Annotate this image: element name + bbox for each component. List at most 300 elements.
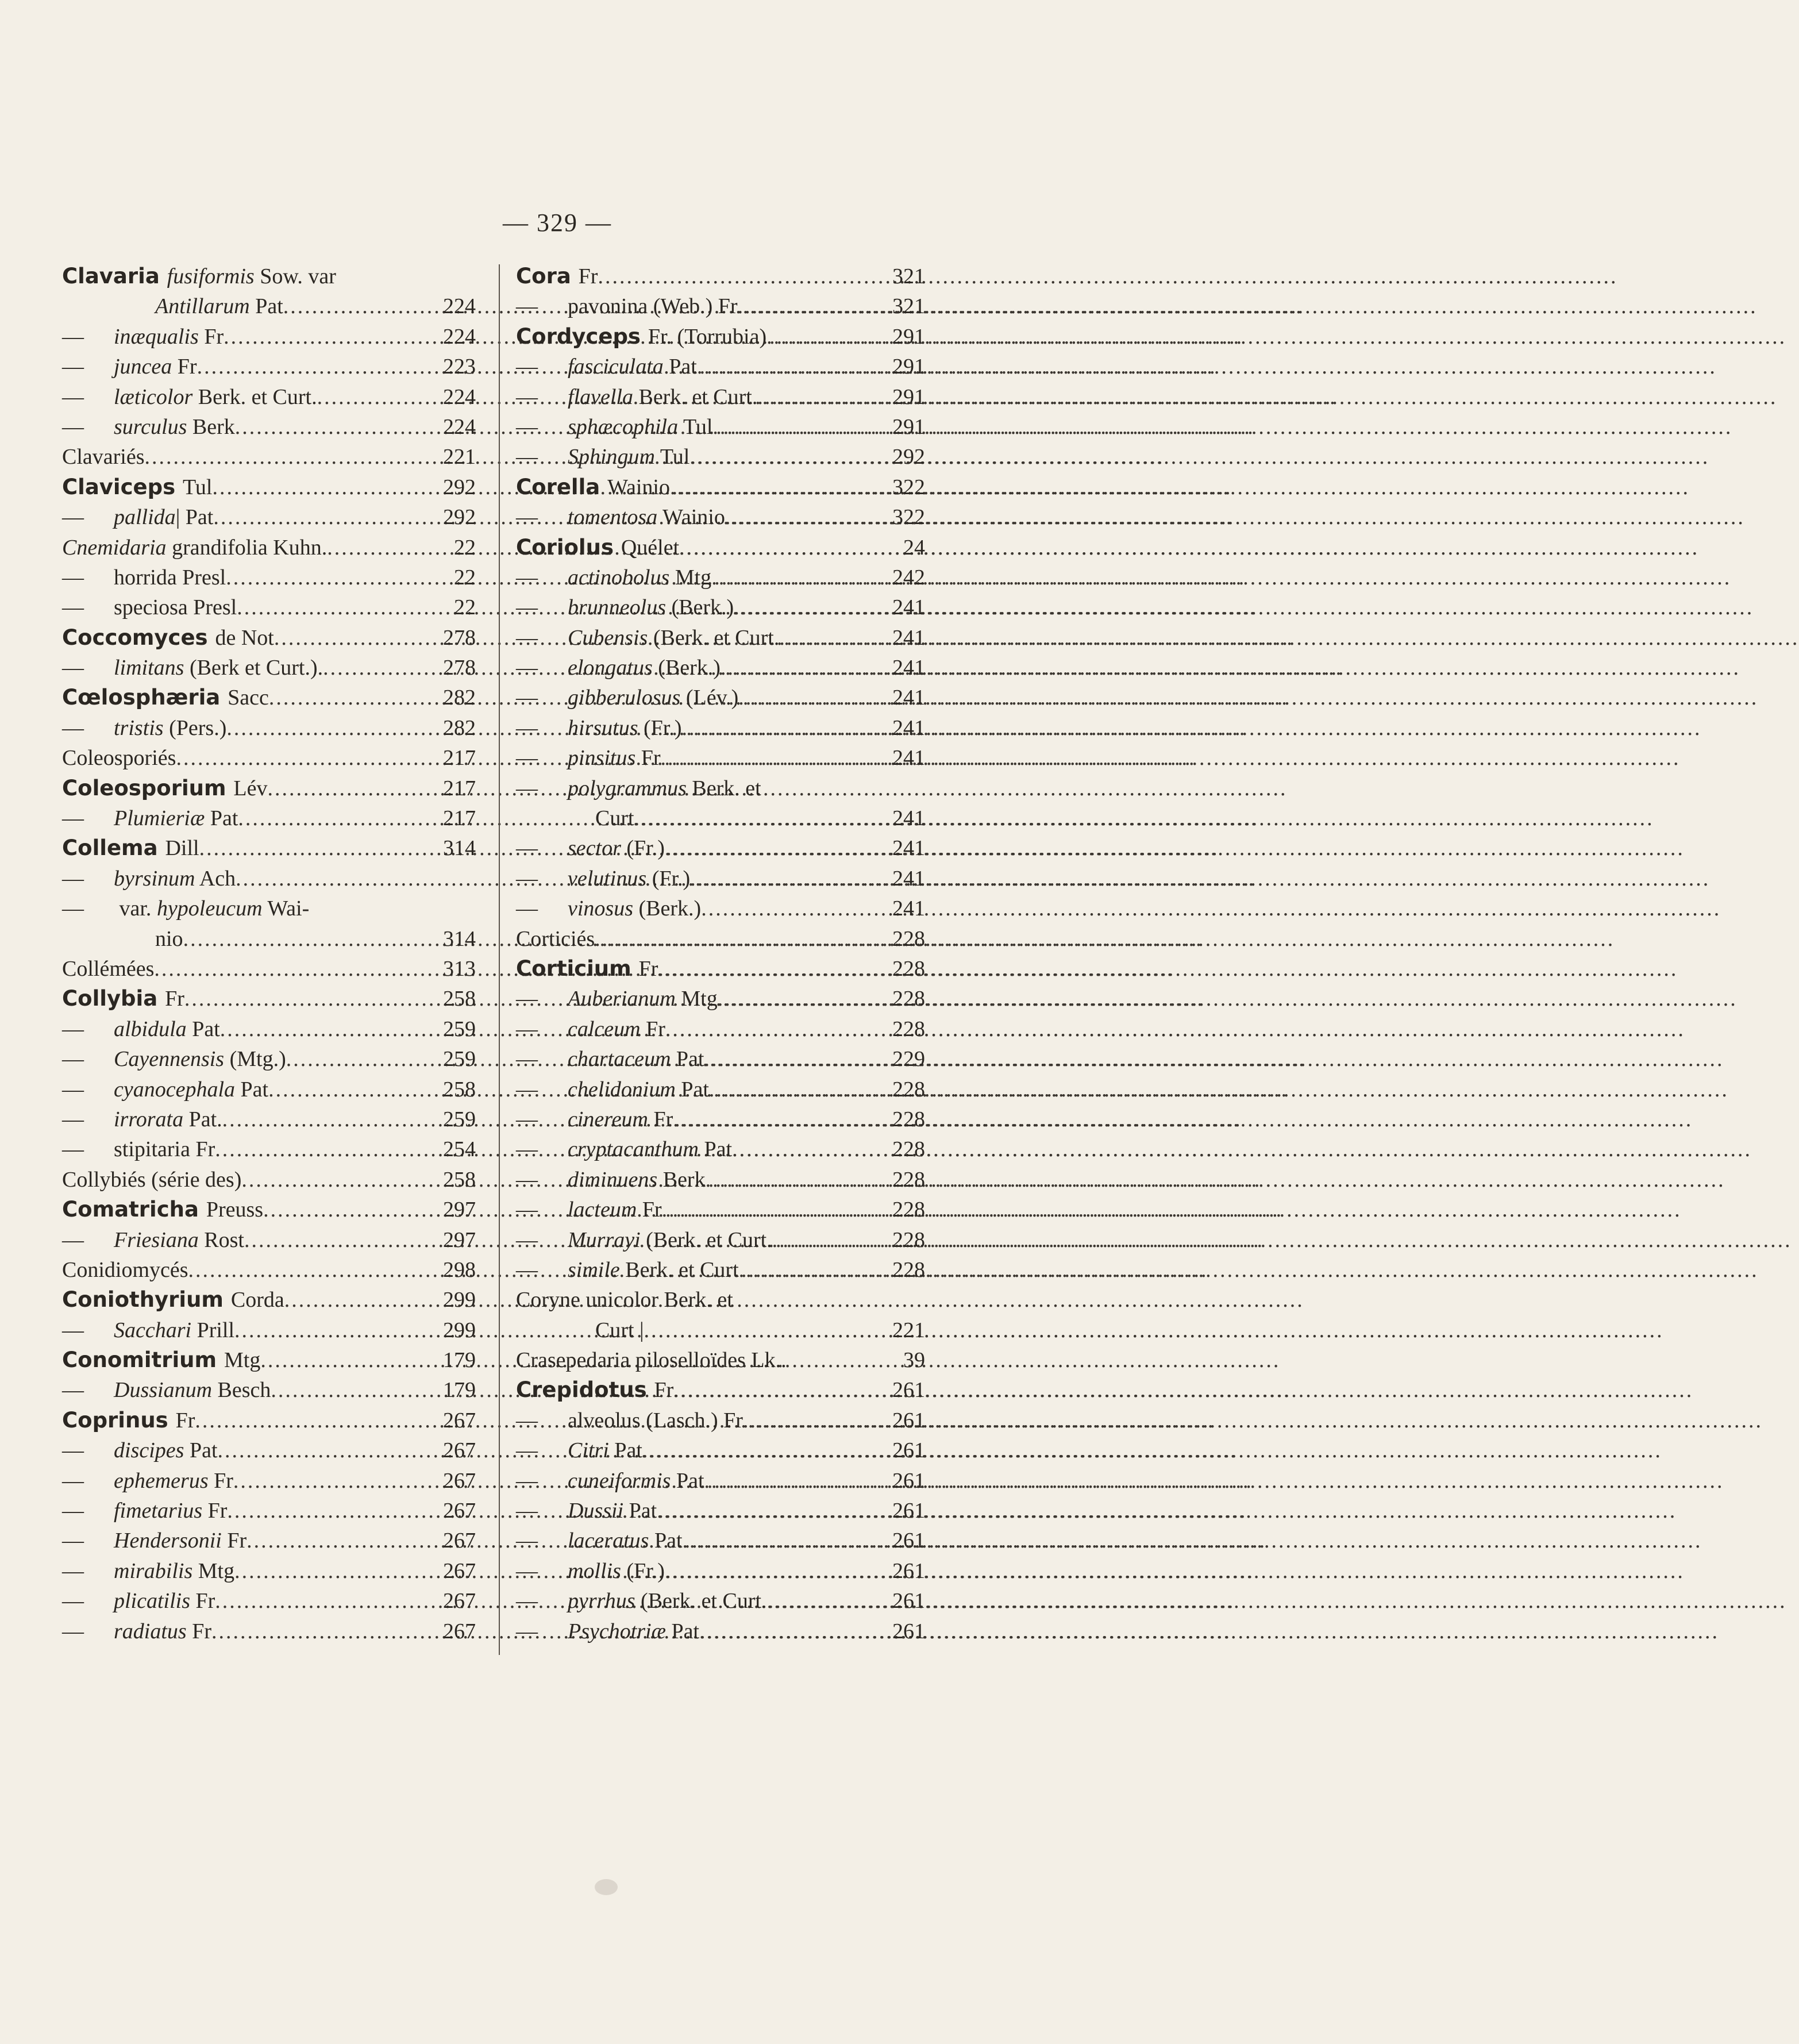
entry-text: Pat — [623, 1499, 657, 1523]
entry-text: | Pat — [175, 505, 214, 530]
entry-text: albidula — [114, 1017, 187, 1041]
entry-text: (Berk.) — [633, 896, 702, 921]
entry-name — [516, 1496, 657, 1526]
leader-dots — [220, 1014, 436, 1044]
entry-text: Fr — [172, 355, 197, 379]
entry-text: Clavariés — [62, 445, 145, 469]
entry-text: Fr — [208, 1468, 233, 1493]
index-entry — [62, 1225, 476, 1255]
index-entry — [516, 1044, 925, 1074]
entry-text: (Pers.) — [163, 715, 227, 740]
entry-text: Berk — [187, 414, 235, 439]
index-entry — [516, 1345, 925, 1375]
leader-dots — [176, 743, 436, 773]
entry-text: (Berk. et Curt. — [635, 1589, 767, 1614]
entry-text: Pat — [671, 1468, 704, 1493]
index-entry — [62, 261, 476, 291]
index-entry — [62, 864, 476, 894]
index-entry — [62, 472, 476, 502]
index-entry — [62, 1435, 476, 1465]
page-ref: 261 — [892, 1408, 925, 1433]
index-entry — [516, 1075, 925, 1104]
page-ref: 258 — [443, 987, 476, 1011]
entry-text: Berk. et — [686, 776, 761, 800]
entry-text: Collybiés (série des) — [62, 1167, 242, 1192]
leader-dots — [267, 773, 436, 803]
page-number: — 329 — — [503, 209, 612, 237]
entry-name — [62, 1556, 234, 1586]
leader-dots — [199, 833, 436, 863]
index-entry — [516, 1165, 925, 1195]
page-ref: 267 — [443, 1529, 476, 1553]
index-entry — [516, 864, 925, 894]
entry-name — [516, 412, 712, 442]
entry-text: Fr — [202, 1499, 228, 1523]
leader-dots — [644, 1315, 885, 1345]
index-entry — [516, 1255, 925, 1285]
entry-text: Fr — [221, 1529, 247, 1553]
column-divider — [499, 264, 500, 1655]
entry-name — [62, 1345, 260, 1375]
leader-dots — [697, 352, 885, 382]
repeat-dash: — — [516, 595, 538, 620]
entry-name — [516, 1616, 699, 1646]
entry-text: pallida — [114, 505, 176, 530]
index-entry — [62, 713, 476, 743]
entry-name — [516, 1044, 704, 1074]
leader-dots — [718, 984, 885, 1014]
page-ref: 298 — [443, 1257, 476, 1282]
index-entry — [62, 1014, 476, 1044]
page-ref: 321 — [892, 294, 925, 319]
entry-text: plicatilis — [114, 1589, 190, 1614]
page-ref: 278 — [443, 656, 476, 680]
leader-dots — [323, 653, 436, 683]
page-ref: 39 — [903, 1348, 925, 1373]
repeat-dash: — — [516, 1529, 538, 1553]
entry-text: Mtg — [224, 1348, 261, 1373]
entry-text: fimetarius — [114, 1499, 203, 1523]
entry-name — [516, 1586, 767, 1616]
entry-text: Fr — [165, 987, 184, 1011]
page-ref: 254 — [443, 1137, 476, 1162]
entry-name — [516, 653, 721, 683]
leader-dots — [269, 683, 436, 713]
entry-text: Fr — [640, 1017, 665, 1041]
page-ref: 261 — [892, 1438, 925, 1463]
leader-dots — [725, 502, 885, 532]
leader-dots — [704, 1466, 885, 1496]
entry-text: (Berk.) — [652, 656, 721, 680]
index-entry — [62, 954, 476, 984]
repeat-dash: — — [516, 565, 538, 590]
entry-name — [516, 1285, 733, 1315]
entry-name — [62, 1285, 284, 1315]
repeat-dash: — — [62, 1107, 84, 1131]
entry-text: Pat — [235, 1077, 269, 1102]
entry-text: Conidiomycés — [62, 1257, 188, 1282]
repeat-dash: — — [516, 1107, 538, 1131]
entry-name — [516, 773, 761, 803]
leader-dots — [286, 1044, 436, 1074]
entry-text: polygrammus — [568, 776, 687, 800]
leader-dots — [670, 472, 885, 502]
entry-text: Besch — [212, 1378, 271, 1403]
page-ref: 22 — [454, 595, 476, 620]
page-ref: 241 — [892, 715, 925, 740]
page-ref: 217 — [443, 746, 476, 771]
page-ref: 282 — [443, 686, 476, 710]
entry-text: Murrayi — [568, 1227, 641, 1252]
leader-dots — [704, 1044, 885, 1074]
entry-text: de Not — [215, 625, 274, 650]
leader-dots — [263, 1195, 436, 1225]
page-ref: 321 — [892, 264, 925, 288]
index-entry — [62, 1616, 476, 1646]
entry-name — [62, 1466, 233, 1496]
entry-text: chartaceum — [568, 1047, 671, 1072]
page-ref: 228 — [892, 1137, 925, 1162]
entry-text: flavella — [568, 384, 633, 409]
entry-text: Cnemidaria — [62, 535, 167, 560]
entry-text: surculus — [114, 414, 187, 439]
entry-text: Berk. et Curt. — [192, 384, 317, 409]
entry-text: mollis — [568, 1558, 621, 1583]
repeat-dash: — — [516, 1167, 538, 1192]
entry-text: gibberulosus — [568, 686, 681, 710]
entry-text: alveolus (Lasch.) Fr — [568, 1408, 743, 1433]
entry-text: Curt | — [595, 1318, 644, 1342]
genus-name: Coleosporium — [62, 775, 234, 800]
index-entry — [516, 1616, 925, 1646]
page-ref: 291 — [892, 324, 925, 349]
repeat-dash: — — [516, 686, 538, 710]
entry-text: vinosus — [568, 896, 633, 921]
leader-dots — [145, 442, 436, 472]
page-ref: 241 — [892, 866, 925, 891]
entry-text: pinsitus — [568, 746, 636, 771]
entry-name — [62, 412, 235, 442]
leader-dots — [195, 1406, 436, 1435]
index-column-right — [516, 261, 925, 1646]
entry-name — [516, 472, 670, 502]
repeat-dash: — — [516, 505, 538, 530]
leader-dots — [283, 291, 436, 321]
entry-name — [516, 1375, 673, 1405]
entry-text: (Mtg.) — [224, 1047, 286, 1072]
page-ref: 267 — [443, 1468, 476, 1493]
index-entry — [62, 833, 476, 863]
index-entry — [516, 1285, 925, 1315]
repeat-dash: — — [62, 1137, 84, 1162]
entry-text: Sphingum — [568, 445, 655, 469]
genus-name: Crepidotus — [516, 1377, 654, 1403]
index-entry — [516, 1496, 925, 1526]
index-entry — [62, 1496, 476, 1526]
entry-name — [62, 592, 237, 622]
entry-name — [62, 1616, 211, 1646]
entry-name — [62, 1586, 215, 1616]
genus-name: Cora — [516, 264, 579, 288]
repeat-dash: — — [62, 806, 84, 831]
leader-dots — [679, 533, 885, 563]
repeat-dash: — — [516, 414, 538, 439]
genus-name: Conomitrium — [62, 1348, 224, 1373]
index-entry — [516, 291, 925, 321]
leader-dots — [598, 261, 885, 291]
page-ref: 242 — [892, 565, 925, 590]
index-entry — [62, 1406, 476, 1435]
entry-name — [516, 1075, 709, 1104]
entry-name — [62, 472, 212, 502]
index-entry — [62, 773, 476, 803]
page-ref: 258 — [443, 1167, 476, 1192]
index-entry — [516, 1134, 925, 1164]
leader-dots — [779, 623, 885, 653]
index-entry — [516, 773, 925, 803]
entry-text: (Berk.) — [666, 595, 734, 620]
leader-dots — [241, 1165, 436, 1195]
page-ref: 24 — [903, 535, 925, 560]
entry-text: radiatus — [114, 1619, 187, 1643]
entry-text: (Fr.) — [646, 866, 691, 891]
repeat-dash: — — [516, 1589, 538, 1614]
index-entry — [516, 442, 925, 472]
repeat-dash: — — [62, 1619, 84, 1643]
index-entry — [62, 1526, 476, 1556]
page-ref: 228 — [892, 1227, 925, 1252]
leader-dots — [244, 1225, 436, 1255]
leader-dots — [767, 1586, 885, 1616]
page-ref: 261 — [892, 1619, 925, 1643]
index-entry — [62, 1134, 476, 1164]
page-ref: 261 — [892, 1499, 925, 1523]
entry-name — [516, 533, 679, 563]
entry-text: (Berk. et Curt. — [648, 625, 780, 650]
entry-text: Pat — [608, 1438, 642, 1463]
repeat-dash: — — [62, 1227, 84, 1252]
page-ref: 224 — [443, 324, 476, 349]
page-ref: 313 — [443, 956, 476, 981]
entry-name — [516, 1556, 665, 1586]
entry-name — [62, 1165, 241, 1195]
genus-name: Clavaria — [62, 264, 167, 288]
entry-text: speciosa Presl — [114, 595, 237, 620]
leader-dots — [738, 683, 885, 713]
repeat-dash: — — [62, 565, 84, 590]
entry-text: Friesiana — [114, 1227, 199, 1252]
leader-dots — [665, 1556, 885, 1586]
index-entry — [62, 683, 476, 713]
leader-dots — [738, 291, 885, 321]
page-ref: 297 — [443, 1227, 476, 1252]
repeat-dash: — — [62, 355, 84, 379]
entry-text: inæqualis — [114, 324, 199, 349]
index-entry — [516, 984, 925, 1014]
page-ref: 228 — [892, 1017, 925, 1041]
entry-name — [516, 261, 598, 291]
index-entry — [62, 352, 476, 382]
leader-dots — [274, 623, 436, 653]
entry-text: Hendersonii — [114, 1529, 222, 1553]
index-entry — [62, 743, 476, 773]
entry-name — [516, 1165, 706, 1195]
repeat-dash: — — [62, 1589, 84, 1614]
index-entry — [516, 1586, 925, 1616]
entry-text: Wai- — [262, 896, 310, 921]
genus-name: Cordyceps — [516, 324, 648, 349]
entry-name — [62, 1496, 227, 1526]
leader-dots — [709, 1075, 885, 1104]
entry-text: cinereum — [568, 1107, 648, 1131]
leader-dots — [224, 322, 436, 352]
page-ref: 291 — [892, 355, 925, 379]
leader-dots — [183, 924, 436, 954]
repeat-dash: — — [62, 1047, 84, 1072]
page-ref: 278 — [443, 625, 476, 650]
index-entry — [62, 924, 476, 954]
repeat-dash: — — [62, 505, 84, 530]
leader-dots — [211, 1616, 436, 1646]
entry-text: Fr — [638, 956, 658, 981]
entry-text: sector — [568, 836, 621, 861]
index-entry — [516, 924, 925, 954]
repeat-dash: — — [62, 1017, 84, 1041]
entry-text: Cubensis — [568, 625, 648, 650]
page-ref: 228 — [892, 926, 925, 951]
index-entry — [516, 1556, 925, 1586]
repeat-dash: — — [516, 866, 538, 891]
entry-text: Tul — [678, 414, 713, 439]
entry-text: cuneiformis — [568, 1468, 671, 1493]
entry-name — [516, 743, 661, 773]
entry-text: Fr — [654, 1378, 674, 1403]
entry-name — [62, 563, 226, 592]
entry-text: tomentosa — [568, 505, 658, 530]
page-ref: 223 — [443, 355, 476, 379]
page-ref: 261 — [892, 1529, 925, 1553]
index-entry — [516, 533, 925, 563]
repeat-dash: — — [516, 445, 538, 469]
entry-text: brunneolus — [568, 595, 666, 620]
index-entry — [62, 1195, 476, 1225]
entry-text: Pat — [698, 1137, 733, 1162]
entry-text: Berk — [657, 1167, 706, 1192]
genus-name: Coniothyrium — [62, 1287, 231, 1312]
leader-dots — [215, 1134, 436, 1164]
entry-name — [62, 1526, 246, 1556]
leader-dots — [657, 1496, 885, 1526]
leader-dots — [226, 713, 436, 743]
entry-text: Mtg — [675, 987, 718, 1011]
entry-text: Pat — [671, 1047, 704, 1072]
page-ref: 322 — [892, 475, 925, 499]
repeat-dash: — — [62, 1558, 84, 1583]
index-entry — [62, 803, 476, 833]
leader-dots — [673, 1104, 885, 1134]
repeat-dash: — — [62, 715, 84, 740]
index-entry — [516, 1435, 925, 1465]
index-entry — [516, 352, 925, 382]
entry-name — [62, 864, 236, 894]
entry-name — [516, 864, 690, 894]
page-ref: 241 — [892, 686, 925, 710]
leader-dots — [184, 984, 436, 1014]
entry-text: Curt — [595, 806, 634, 831]
entry-text: Fr — [190, 1589, 215, 1614]
index-entry — [62, 1556, 476, 1586]
index-entry — [62, 291, 476, 321]
leader-dots — [284, 1285, 436, 1315]
index-entry — [62, 1586, 476, 1616]
page-ref: 322 — [892, 505, 925, 530]
entry-text: Fr — [635, 746, 661, 771]
page-ref: 282 — [443, 715, 476, 740]
repeat-dash: — — [516, 1047, 538, 1072]
page-ref: 241 — [892, 656, 925, 680]
repeat-dash: — — [516, 1227, 538, 1252]
entry-text: Dussii — [568, 1499, 624, 1523]
entry-text: Fr. (Torrubia) — [648, 324, 767, 349]
entry-name — [516, 1315, 644, 1345]
entry-text: Tul — [183, 475, 213, 499]
page-ref: 291 — [892, 414, 925, 439]
index-entry — [62, 412, 476, 442]
index-entry — [516, 1526, 925, 1556]
entry-text: Coleosporiés — [62, 746, 176, 771]
entry-name — [516, 382, 757, 412]
genus-name: Claviceps — [62, 474, 183, 499]
entry-text: nio — [155, 926, 183, 951]
index-entry — [516, 592, 925, 622]
page-ref: 224 — [443, 294, 476, 319]
entry-name — [516, 623, 779, 653]
entry-text: Preuss — [206, 1198, 264, 1222]
page-ref: 217 — [443, 806, 476, 831]
entry-name — [516, 1435, 642, 1465]
genus-name: Corticium — [516, 956, 639, 981]
page-ref: 291 — [892, 384, 925, 409]
page-ref: 241 — [892, 625, 925, 650]
entry-name — [516, 713, 681, 743]
page-ref: 259 — [443, 1047, 476, 1072]
leader-dots — [226, 563, 436, 592]
leader-dots — [673, 1375, 885, 1405]
entry-text: Coryne unicolor Berk. et — [516, 1288, 733, 1312]
repeat-dash: — — [62, 1077, 84, 1102]
leader-dots — [739, 1255, 885, 1285]
page-ref: 292 — [443, 505, 476, 530]
index-entry — [516, 623, 925, 653]
entry-text: Pat — [675, 1077, 709, 1102]
leader-dots — [268, 1075, 436, 1104]
index-entry — [62, 533, 476, 563]
page-ref: 241 — [892, 595, 925, 620]
entry-name — [516, 1406, 743, 1435]
page-ref: 221 — [892, 1318, 925, 1342]
index-entry — [516, 803, 925, 833]
entry-name — [516, 984, 718, 1014]
paper-smudge — [595, 1879, 618, 1895]
leader-dots — [197, 352, 436, 382]
entry-name — [516, 322, 766, 352]
leader-dots — [658, 954, 885, 984]
index-entry — [62, 322, 476, 352]
entry-name — [62, 533, 327, 563]
leader-dots — [317, 382, 436, 412]
page-ref: 241 — [892, 896, 925, 921]
entry-name — [516, 1466, 704, 1496]
